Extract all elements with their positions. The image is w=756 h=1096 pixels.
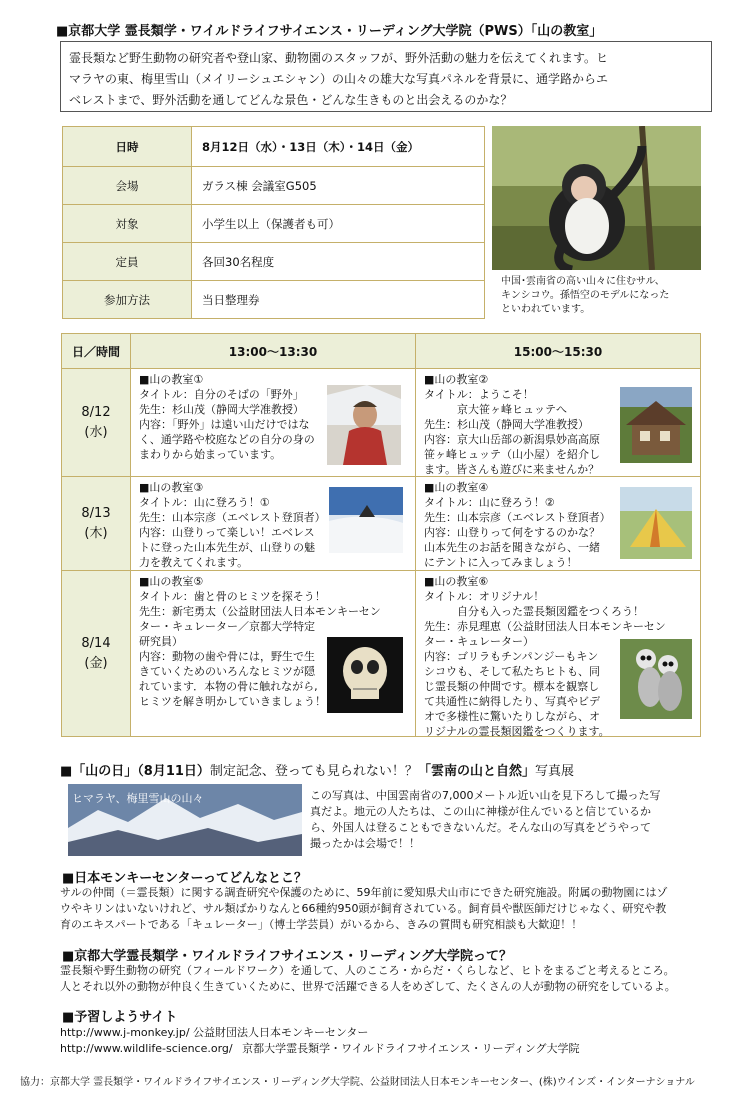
session-line: ター・キュレーター／京都大学特定 xyxy=(139,620,315,633)
session-line: 内容：山登りって何をするのかな？ xyxy=(424,526,600,539)
schedule-row-0813 xyxy=(62,477,701,571)
caption-line: 中国･雲南省の高い山々に住むサル、 xyxy=(501,276,665,287)
day-date: 8/12 xyxy=(81,404,111,420)
session-2 xyxy=(416,369,700,476)
session-line: 内容：「野外」は遠い山だけではな xyxy=(139,418,310,431)
text-line: 撮ったかは会場で！！ xyxy=(310,837,420,850)
session-line: オで多様性に驚いたりしながら、オ xyxy=(424,710,600,723)
session-cell xyxy=(416,477,701,571)
links-list xyxy=(60,1025,720,1057)
session-line: リジナルの霊長類図鑑をつくります。 xyxy=(424,725,610,738)
snub-nosed-monkey-photo xyxy=(492,126,701,270)
session-line: 自分も入った霊長類図鑑をつくろう！ xyxy=(424,605,644,618)
session-line: 内容：山登りって楽しい！エベレス xyxy=(139,526,315,539)
caption-line: キンシコウ。孫悟空のモデルになった xyxy=(501,290,670,301)
session-line: まわりから始まっています。 xyxy=(139,448,282,461)
day-cell xyxy=(62,477,131,571)
pws-text xyxy=(60,963,730,995)
session-line: ター・キュレーター） xyxy=(424,635,534,648)
pws-heading: ■京都大学霊長類学・ワイルドライフサイエンス・リーディング大学院って？ xyxy=(62,949,512,964)
info-value: ガラス棟 会議室G505 xyxy=(192,167,485,205)
text-line: ら、外国人は登ることもできないんだ。そんな山の写真をどうやって xyxy=(310,821,651,834)
info-value: 当日整理券 xyxy=(192,281,485,319)
skull-photo xyxy=(327,637,403,713)
day-cell xyxy=(62,571,131,737)
jmc-text xyxy=(60,885,720,933)
exhibition-heading xyxy=(60,760,574,779)
exhibition-text xyxy=(310,788,712,852)
tent-photo xyxy=(620,487,692,559)
text-line: 人とそれ以外の動物が仲良く生きていくために、世界で活躍できる人をめざして、たくさんの人が動物の研究をしているよ。 xyxy=(60,980,676,993)
info-key: 対象 xyxy=(63,205,192,243)
intro-box xyxy=(60,41,712,112)
intro-line: ベレストまで、野外活動を通してどんな景色・どんな生きものと出会えるのかな？ xyxy=(69,93,513,107)
header-slot1: 13:00～13:30 xyxy=(131,334,416,369)
session-line: 京大笹ヶ峰ヒュッテへ xyxy=(424,403,567,416)
hutte-photo xyxy=(620,387,692,463)
info-key: 参加方法 xyxy=(63,281,192,319)
credit-line: 協力：京都大学 霊長類学・ワイルドライフサイエンス・リーディング大学院、公益財団法人日本モンキーセンター、(株)ウインズ・インターナショナル xyxy=(20,1077,695,1088)
info-row-venue xyxy=(63,167,485,205)
session-line: 山本先生のお話を聞きながら、一緒 xyxy=(424,541,600,554)
monkey-caption xyxy=(501,275,701,317)
info-key: 会場 xyxy=(63,167,192,205)
session-line: タイトル：ようこそ！ xyxy=(424,388,534,401)
link-row xyxy=(60,1025,720,1041)
session-6 xyxy=(416,571,700,736)
text-line: 霊長類や野生動物の研究（フィールドワーク）を通して、人のこころ・からだ・くらしなど、ヒトをまるごと考えるところ。 xyxy=(60,964,675,977)
session-4 xyxy=(416,477,700,570)
session-line: 先生：山本宗彦（エベレスト登頂者） xyxy=(139,511,326,524)
session-line: 内容：京大山岳部の新潟県妙高高原 xyxy=(424,433,600,446)
session-line: く、通学路や校庭などの自分の身の xyxy=(139,433,315,446)
header-slot2: 15:00～15:30 xyxy=(416,334,701,369)
link-label: 公益財団法人日本モンキーセンター xyxy=(193,1026,369,1039)
session-line: ヒミツを解き明かしていきましょう！ xyxy=(139,695,326,708)
session-line: きていくためのいろんなヒミツが隠 xyxy=(139,665,315,678)
meili-snow-mountain-photo xyxy=(68,784,302,856)
info-value: 8月12日（水）・13日（木）・14日（金） xyxy=(192,127,485,167)
caption-line: といわれています。 xyxy=(501,304,591,315)
text-line: サルの仲間（＝霊長類）に関する調査研究や保護のために、59年前に愛知県犬山市にできた研究施設。附属の動物園にはゾ xyxy=(60,886,668,899)
session-cell xyxy=(131,477,416,571)
heading-part: ■「山の日」（8月11日） xyxy=(60,764,210,779)
jmc-heading: ■日本モンキーセンターってどんなとこ？ xyxy=(62,871,307,886)
teacher-sugiyama-photo xyxy=(327,385,401,465)
links-heading: ■予習しようサイト xyxy=(62,1010,178,1025)
session-5 xyxy=(131,571,415,736)
link-url[interactable]: http://www.j-monkey.jp/ xyxy=(60,1026,190,1039)
photo-label: ヒマラヤ、梅里雪山の山々 xyxy=(72,792,204,805)
session-cell xyxy=(416,369,701,477)
day-date: 8/13 xyxy=(81,505,111,521)
session-line: 先生：新宅勇太（公益財団法人日本モンキーセン xyxy=(139,605,381,618)
session-line: ■山の教室① xyxy=(139,373,204,386)
info-key: 日時 xyxy=(63,127,192,167)
session-line: タイトル：山に登ろう！① xyxy=(139,496,270,509)
schedule-row-0814 xyxy=(62,571,701,737)
info-value: 各回30名程度 xyxy=(192,243,485,281)
info-row-capacity xyxy=(63,243,485,281)
heading-part: 「雲南の山と自然」 xyxy=(417,764,535,779)
text-line: 真だよ。地元の人たちは、この山に神様が住んでいると信じているか xyxy=(310,805,651,818)
session-line: ■山の教室⑥ xyxy=(424,575,489,588)
session-1 xyxy=(131,369,415,476)
session-line: タイトル：山に登ろう！② xyxy=(424,496,555,509)
session-line: じ霊長類の仲間です。標本を観察し xyxy=(424,680,600,693)
text-line: ウやキリンはいないけれど、サル類ばかりなんと66種約950頭が飼育されている。飼育員や獣医師だけじゃなく、研究や教 xyxy=(60,902,667,915)
session-cell xyxy=(131,571,416,737)
session-line: ■山の教室⑤ xyxy=(139,575,204,588)
info-value: 小学生以上（保護者も可） xyxy=(192,205,485,243)
everest-photo xyxy=(329,487,403,553)
session-line: タイトル：オリジナル！ xyxy=(424,590,545,603)
session-line: タイトル：歯と骨のヒミツを探そう！ xyxy=(139,590,326,603)
day-weekday: (金) xyxy=(84,655,108,671)
session-line: て共通性に納得したり、写真やビデ xyxy=(424,695,600,708)
session-line: 先生：赤見理恵（公益財団法人日本モンキーセン xyxy=(424,620,666,633)
session-line: 笹ヶ峰ヒュッテ（山小屋）を紹介し xyxy=(424,448,600,461)
session-line: にテントに入ってみましょう！ xyxy=(424,556,578,569)
session-line: 先生：山本宗彦（エベレスト登頂者） xyxy=(424,511,611,524)
day-date: 8/14 xyxy=(81,635,111,651)
session-line: トに登った山本先生が、山登りの魅 xyxy=(139,541,315,554)
lemur-photo xyxy=(620,639,692,719)
session-line: 先生：杉山茂（静岡大学准教授） xyxy=(139,403,304,416)
session-line: ■山の教室③ xyxy=(139,481,204,494)
heading-part: 制定記念、登っても見られない！？ xyxy=(209,764,418,779)
session-line: タイトル：自分のそばの「野外」 xyxy=(139,388,304,401)
session-cell xyxy=(131,369,416,477)
session-line: 内容：ゴリラもチンパンジーもキン xyxy=(424,650,599,663)
text-line: 育のエキスパートである「キュレーター」（博士学芸員）がいるから、きみの質問も研究相談も大歓迎！！ xyxy=(60,918,583,931)
session-line: 研究員） xyxy=(139,635,183,648)
session-line: 内容：動物の歯や骨には，野生で生 xyxy=(139,650,315,663)
info-row-method xyxy=(63,281,485,319)
heading-part: 写真展 xyxy=(534,764,574,779)
session-line: シコウも、そして私たちヒトも、同 xyxy=(424,665,600,678)
header-day: 日／時間 xyxy=(62,334,131,369)
session-line: ■山の教室② xyxy=(424,373,489,386)
schedule-table xyxy=(61,333,701,737)
day-weekday: (水) xyxy=(84,424,108,440)
link-row xyxy=(60,1041,720,1057)
info-row-target xyxy=(63,205,485,243)
schedule-row-0812 xyxy=(62,369,701,477)
intro-line: 霊長類など野生動物の研究者や登山家、動物園のスタッフが、野外活動の魅力を伝えてくれます。ヒ xyxy=(69,51,609,65)
page-title: ■京都大学 霊長類学・ワイルドライフサイエンス・リーディング大学院（PWS）「山の教室」 xyxy=(56,24,603,39)
info-key: 定員 xyxy=(63,243,192,281)
day-cell xyxy=(62,369,131,477)
session-line: 力を教えてくれます。 xyxy=(139,556,249,569)
link-url[interactable]: http://www.wildlife-science.org/ xyxy=(60,1042,233,1055)
event-info-table xyxy=(62,126,485,319)
session-line: 先生：杉山茂（静岡大学准教授） xyxy=(424,418,589,431)
session-3 xyxy=(131,477,415,570)
day-weekday: (木) xyxy=(84,525,108,541)
text-line: この写真は、中国雲南省の7,000メートル近い山を見下ろして撮った写 xyxy=(310,789,661,802)
link-label: 京都大学霊長類学・ワイルドライフサイエンス・リーディング大学院 xyxy=(242,1042,580,1055)
session-line: ます。皆さんも遊びに来ませんか？ xyxy=(424,463,600,476)
schedule-header xyxy=(62,334,701,369)
intro-line: マラヤの東、梅里雪山（メイリーシュエシャン）の山々の雄大な写真パネルを背景に、通学路からエ xyxy=(69,72,609,86)
session-line: ■山の教室④ xyxy=(424,481,489,494)
session-cell xyxy=(416,571,701,737)
session-line: れています．本物の骨に触れながら, xyxy=(139,680,318,693)
info-row-date xyxy=(63,127,485,167)
